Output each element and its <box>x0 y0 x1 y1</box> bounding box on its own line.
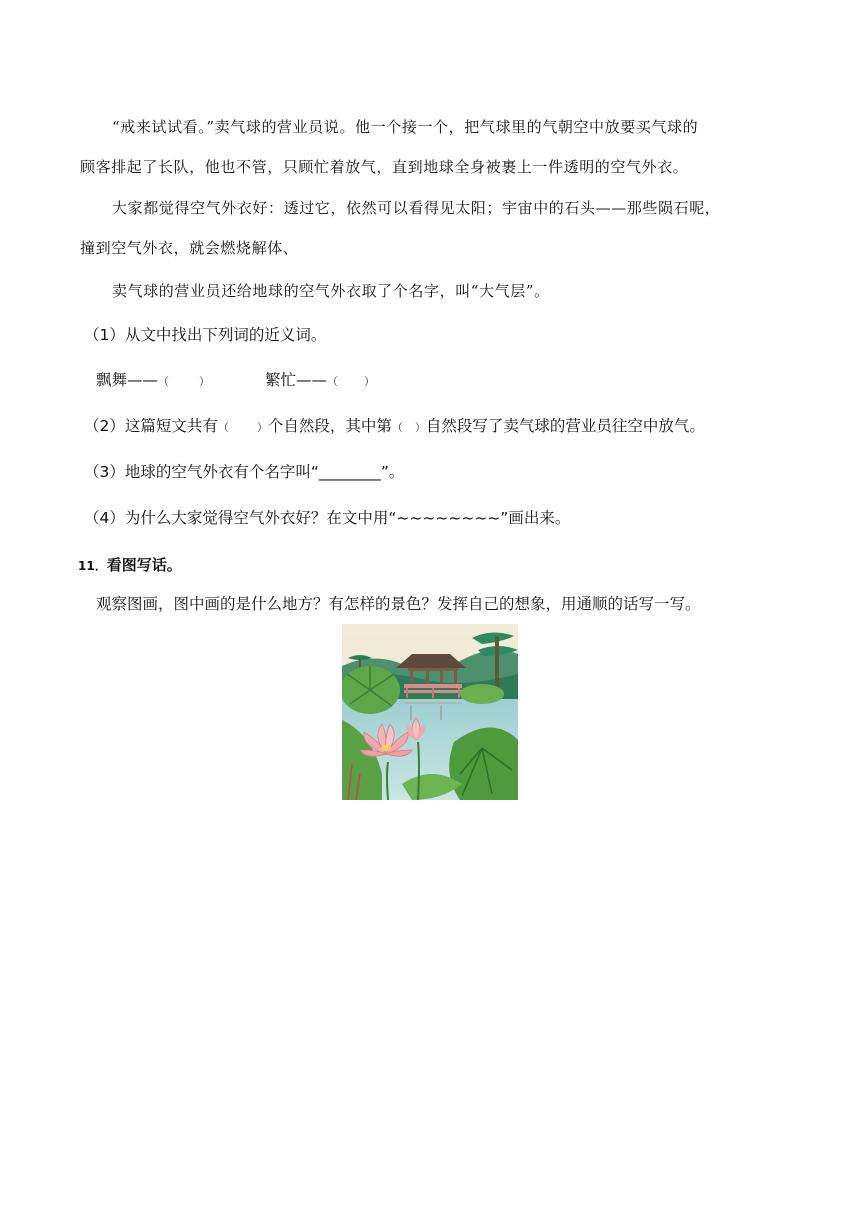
question-text: （2）这篇短文共有 <box>84 417 218 435</box>
paren-close: ） <box>363 375 375 388</box>
question-4: （4）为什么大家觉得空气外衣好？在文中用“~~~~~~~~”画出来。 <box>84 509 571 527</box>
section-heading <box>78 555 182 576</box>
passage-line: 撞到空气外衣，就会燃烧解体、 <box>80 239 299 257</box>
paren-open: （ <box>391 421 403 434</box>
lotus-pond-pavilion-picture <box>342 624 518 800</box>
question-text: ”。 <box>380 463 405 481</box>
question-text: （3）地球的空气外衣有个名字叫“ <box>84 463 319 481</box>
question-2 <box>84 416 705 438</box>
passage-line: 卖气球的营业员还给地球的空气外衣取了个名字，叫“大气层”。 <box>112 282 550 300</box>
question-1: （1）从文中找出下列词的近义词。 <box>84 326 327 344</box>
paren-open: （ <box>158 375 170 388</box>
passage-line: “戒来试试看。”卖气球的营业员说。他一个接一个，把气球里的气朝空中放要买气球的 <box>112 118 699 136</box>
passage-line: 大家都觉得空气外衣好：透过它，依然可以看得见太阳；宇宙中的石头——那些陨石呢， <box>112 199 721 217</box>
question-text: 自然段写了卖气球的营业员往空中放气。 <box>425 417 705 435</box>
paren-close: ） <box>256 421 268 434</box>
section-number: 11． <box>78 559 107 573</box>
synonym-word: 飘舞—— <box>96 371 159 389</box>
paren-open: （ <box>326 375 338 388</box>
question-text: 个自然段，其中第 <box>267 417 392 435</box>
answer-blank[interactable]: ________ <box>318 463 381 481</box>
section-instruction: 观察图画，图中画的是什么地方？有怎样的景色？发挥自己的想象，用通顺的话写一写。 <box>96 595 701 613</box>
paren-open: （ <box>217 421 229 434</box>
passage-line: 顾客排起了长队，他也不管，只顾忙着放气，直到地球全身被裹上一件透明的空气外衣。 <box>80 158 689 176</box>
question-3 <box>84 462 404 482</box>
synonym-word: 繁忙—— <box>264 371 327 389</box>
paren-close: ） <box>414 421 426 434</box>
paren-close: ） <box>199 375 211 388</box>
section-title: 看图写话。 <box>106 556 182 574</box>
question-1-synonyms <box>96 370 375 392</box>
